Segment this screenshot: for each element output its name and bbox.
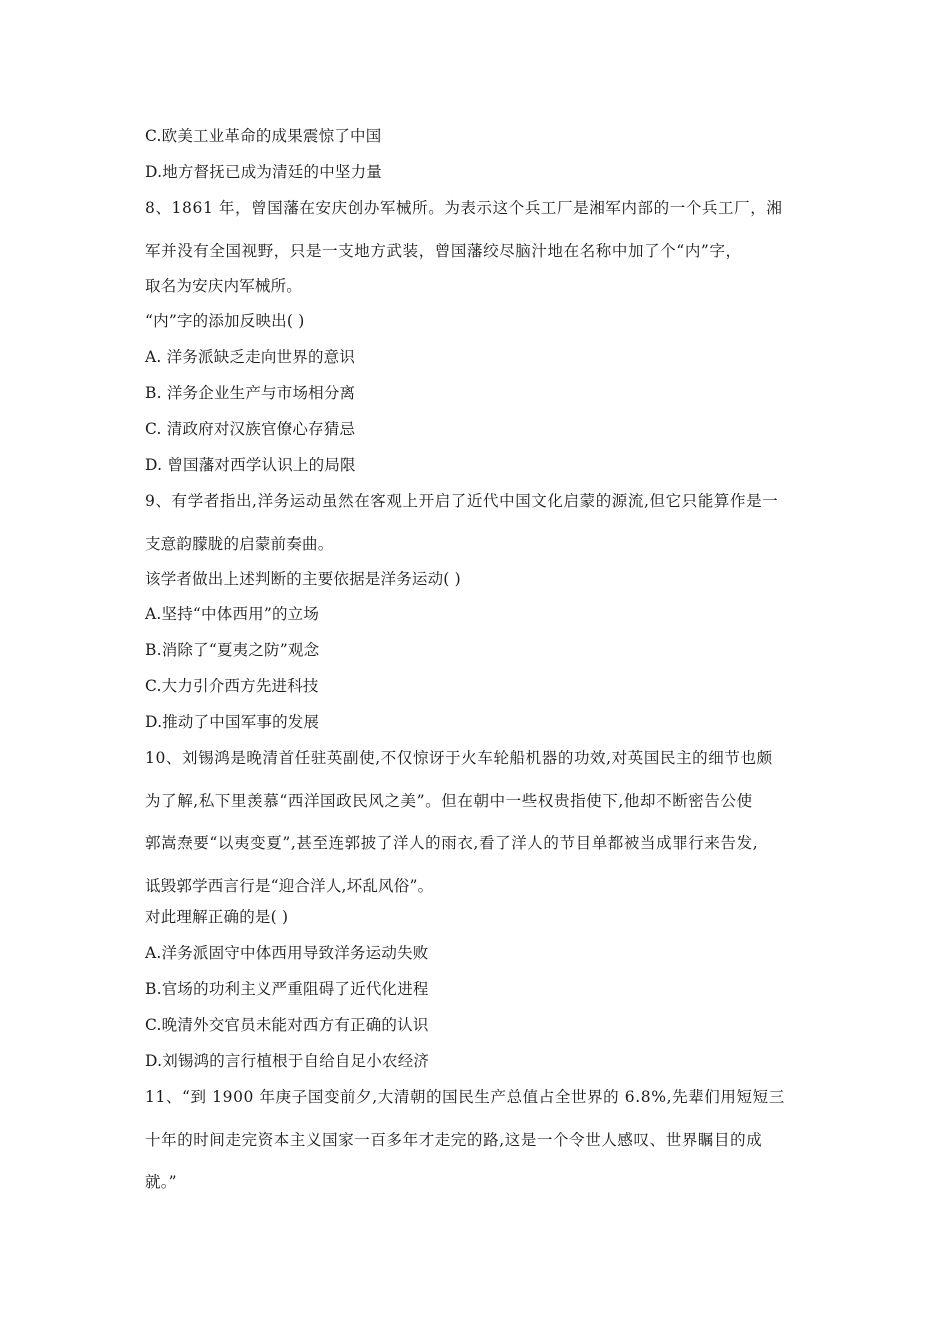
q8-stem-line: 取名为安庆内军械所。: [145, 277, 303, 295]
q8-stem-line: 8、1861 年，曾国藩在安庆创办军械所。为表示这个兵工厂是湘军内部的一个兵工厂，湘: [145, 199, 783, 217]
q10-question: 对此理解正确的是( ): [145, 908, 289, 926]
q8-option-d: D. 曾国藩对西学认识上的局限: [145, 456, 356, 474]
q8-option-b: B. 洋务企业生产与市场相分离: [145, 384, 356, 402]
q9-option-a: A.坚持“中体西用”的立场: [145, 605, 320, 623]
q11-stem-line: 11、“到 1900 年庚子国变前夕,大清朝的国民生产总值占全世界的 6.8%,先辈们用短短三: [145, 1088, 785, 1106]
q9-option-b: B.消除了“夏夷之防”观念: [145, 641, 320, 659]
q10-option-c: C.晚清外交官员未能对西方有正确的认识: [145, 1016, 429, 1034]
q8-option-c: C. 清政府对汉族官僚心存猜忌: [145, 420, 356, 438]
q10-stem-line: 为了解,私下里羡慕“西洋国政民风之美”。但在朝中一些权贵指使下,他却不断密告公使: [145, 792, 753, 810]
q11-stem-line: 十年的时间走完资本主义国家一百多年才走完的路,这是一个令世人感叹、世界瞩目的成: [145, 1131, 763, 1149]
q10-option-b: B.官场的功利主义严重阻碍了近代化进程: [145, 980, 429, 998]
q10-option-d: D.刘锡鸿的言行植根于自给自足小农经济: [145, 1052, 430, 1070]
q8-stem-line: 军并没有全国视野，只是一支地方武装，曾国藩绞尽脑汁地在名称中加了个“内”字，: [145, 242, 742, 260]
q9-option-c: C.大力引介西方先进科技: [145, 677, 319, 695]
q8-option-a: A. 洋务派缺乏走向世界的意识: [145, 348, 356, 366]
q9-stem-line: 9、有学者指出,洋务运动虽然在客观上开启了近代中国文化启蒙的源流,但它只能算作是一: [145, 492, 779, 510]
q10-option-a: A.洋务派固守中体西用导致洋务运动失败: [145, 944, 429, 962]
q10-stem-line: 10、刘锡鸿是晚清首任驻英副使,不仅惊讶于火车轮船机器的功效,对英国民主的细节也颇: [145, 749, 773, 767]
q7-option-d: D.地方督抚已成为清廷的中坚力量: [145, 163, 383, 181]
q8-question: “内”字的添加反映出( ): [145, 312, 305, 330]
q9-stem-line: 支意韵朦胧的启蒙前奏曲。: [145, 535, 334, 553]
q10-stem-line: 诋毁郭学西言行是“迎合洋人,坏乱风俗”。: [145, 877, 434, 895]
q9-option-d: D.推动了中国军事的发展: [145, 713, 320, 731]
q7-option-c: C.欧美工业革命的成果震惊了中国: [145, 127, 382, 145]
q9-question: 该学者做出上述判断的主要依据是洋务运动( ): [145, 570, 461, 588]
q11-stem-line: 就。”: [145, 1173, 177, 1191]
q10-stem-line: 郭嵩焘要“以夷变夏”,甚至连郭披了洋人的雨衣,看了洋人的节目单都被当成罪行来告发,: [145, 834, 759, 852]
